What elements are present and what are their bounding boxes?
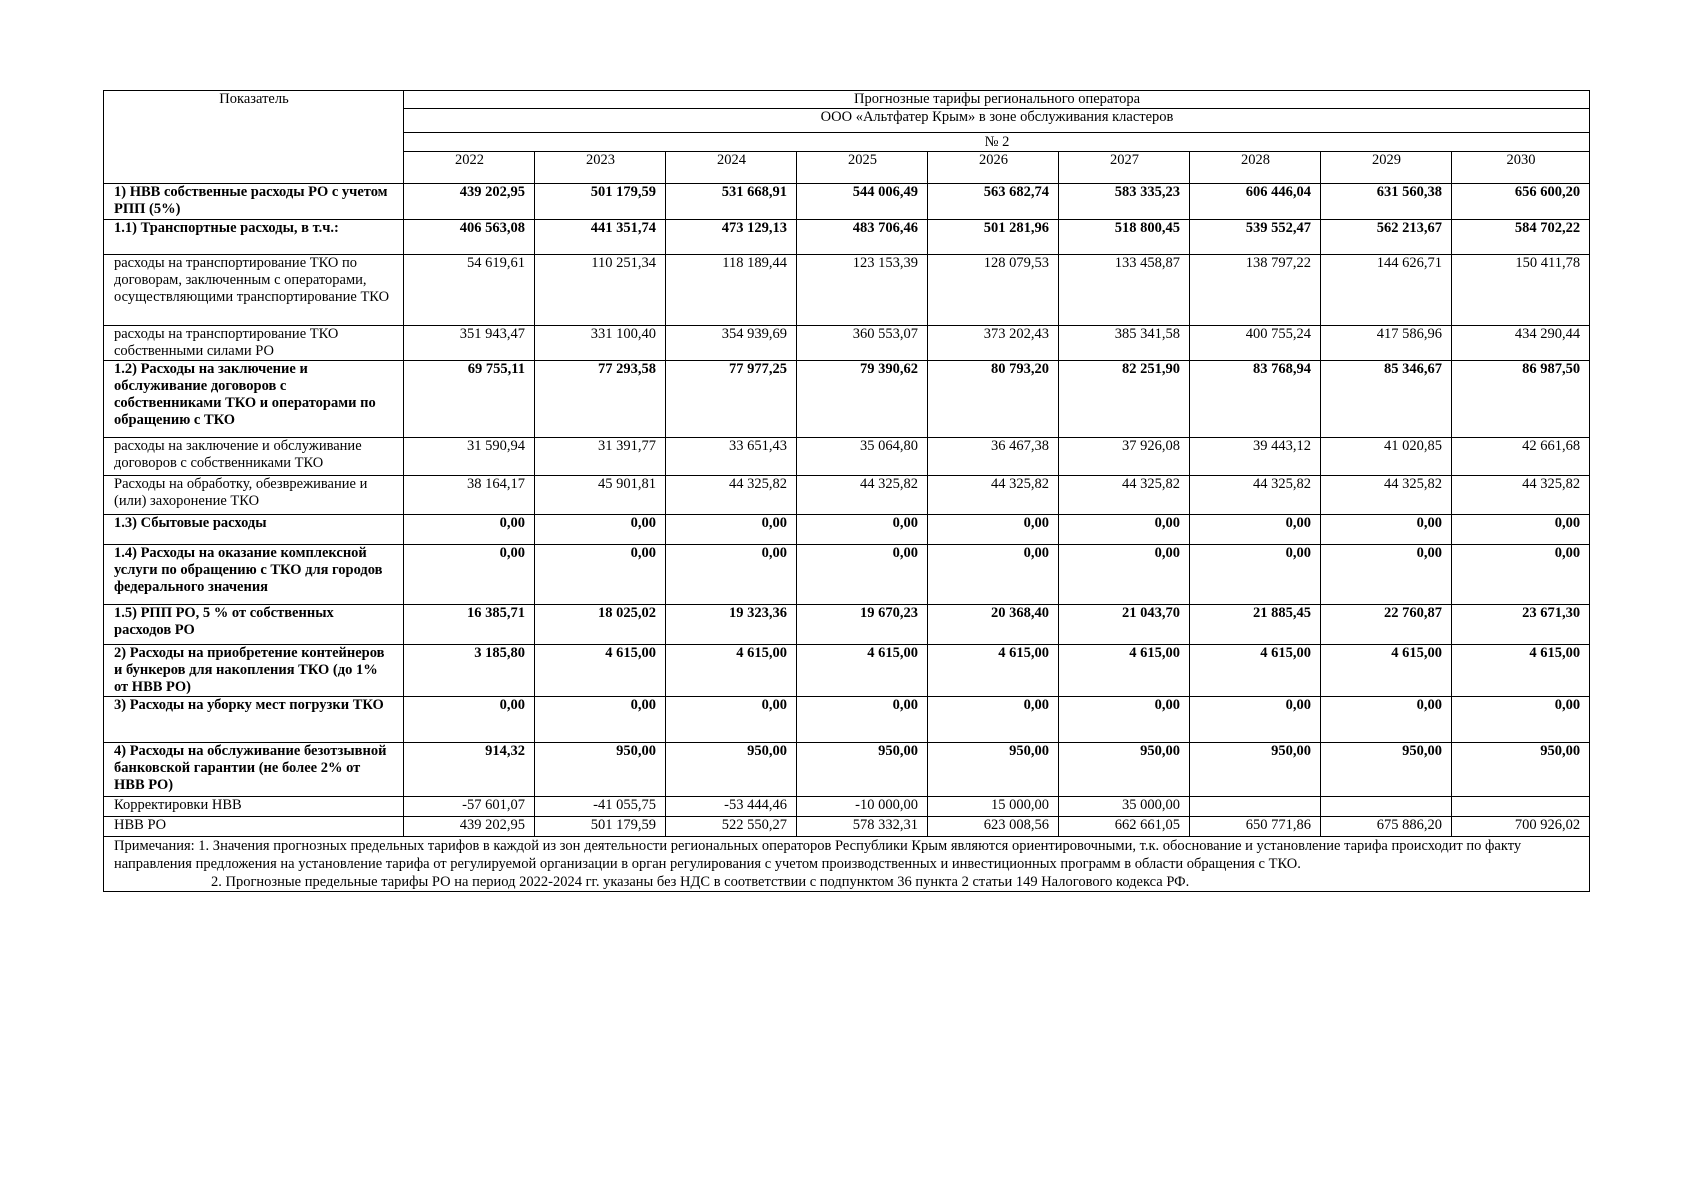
table-row (104, 361, 1590, 438)
value-cell (1190, 797, 1321, 817)
value-cell: 501 179,59 (535, 817, 666, 837)
value-cell: 439 202,95 (404, 184, 535, 220)
value-cell: 439 202,95 (404, 817, 535, 837)
value-cell: 44 325,82 (1321, 476, 1452, 515)
value-cell: 656 600,20 (1452, 184, 1590, 220)
value-cell: 950,00 (1452, 743, 1590, 797)
table-row (104, 797, 1590, 817)
value-cell: 562 213,67 (1321, 220, 1452, 255)
value-cell: 21 885,45 (1190, 605, 1321, 645)
year-header-cell: 2030 (1452, 152, 1590, 184)
value-cell: 0,00 (535, 697, 666, 743)
value-cell: 4 615,00 (1190, 645, 1321, 697)
value-cell: 950,00 (1059, 743, 1190, 797)
value-cell: 0,00 (666, 697, 797, 743)
year-header-cell: 2022 (404, 152, 535, 184)
year-header-cell: 2025 (797, 152, 928, 184)
value-cell: 128 079,53 (928, 255, 1059, 326)
value-cell: 0,00 (404, 545, 535, 605)
value-cell: 4 615,00 (1059, 645, 1190, 697)
value-cell: 584 702,22 (1452, 220, 1590, 255)
value-cell: 0,00 (1059, 545, 1190, 605)
value-cell: 44 325,82 (666, 476, 797, 515)
value-cell: 0,00 (666, 545, 797, 605)
row-label: 1.2) Расходы на заключение и обслуживание договоров с собственниками ТКО и операторами по обращению с ТКО (104, 361, 404, 438)
table-row (104, 326, 1590, 361)
value-cell: 38 164,17 (404, 476, 535, 515)
value-cell: 35 064,80 (797, 438, 928, 476)
value-cell: 31 590,94 (404, 438, 535, 476)
value-cell: -10 000,00 (797, 797, 928, 817)
tariff-table (103, 90, 1590, 892)
value-cell: 0,00 (928, 697, 1059, 743)
value-cell: 406 563,08 (404, 220, 535, 255)
value-cell: 0,00 (1452, 515, 1590, 545)
value-cell: 675 886,20 (1321, 817, 1452, 837)
value-cell: 518 800,45 (1059, 220, 1190, 255)
value-cell: 4 615,00 (928, 645, 1059, 697)
value-cell: 950,00 (1321, 743, 1452, 797)
year-header-cell: 2027 (1059, 152, 1190, 184)
row-label: 4) Расходы на обслуживание безотзывной банковской гарантии (не более 2% от НВВ РО) (104, 743, 404, 797)
value-cell (1321, 797, 1452, 817)
value-cell: 54 619,61 (404, 255, 535, 326)
row-label: расходы на транспортирование ТКО собственными силами РО (104, 326, 404, 361)
year-header-cell: 2023 (535, 152, 666, 184)
table-row (104, 476, 1590, 515)
value-cell: 69 755,11 (404, 361, 535, 438)
value-cell: 631 560,38 (1321, 184, 1452, 220)
value-cell: 23 671,30 (1452, 605, 1590, 645)
value-cell: 950,00 (928, 743, 1059, 797)
value-cell: 16 385,71 (404, 605, 535, 645)
value-cell: 950,00 (1190, 743, 1321, 797)
value-cell (1452, 797, 1590, 817)
value-cell: 44 325,82 (928, 476, 1059, 515)
value-cell: 150 411,78 (1452, 255, 1590, 326)
value-cell: 21 043,70 (1059, 605, 1190, 645)
value-cell: 400 755,24 (1190, 326, 1321, 361)
value-cell: 434 290,44 (1452, 326, 1590, 361)
value-cell: 0,00 (1452, 545, 1590, 605)
table-header (104, 91, 1590, 184)
table-row (104, 220, 1590, 255)
row-label: НВВ РО (104, 817, 404, 837)
value-cell: 0,00 (666, 515, 797, 545)
row-label: 1.5) РПП РО, 5 % от собственных расходов РО (104, 605, 404, 645)
value-cell: 531 668,91 (666, 184, 797, 220)
value-cell: 133 458,87 (1059, 255, 1190, 326)
value-cell: 110 251,34 (535, 255, 666, 326)
value-cell: 0,00 (404, 697, 535, 743)
value-cell: 0,00 (404, 515, 535, 545)
row-label: расходы на транспортирование ТКО по договорам, заключенным с операторами, осуществляющими транспортирование ТКО (104, 255, 404, 326)
value-cell: 0,00 (1452, 697, 1590, 743)
value-cell: -57 601,07 (404, 797, 535, 817)
value-cell: 15 000,00 (928, 797, 1059, 817)
value-cell: 0,00 (535, 515, 666, 545)
value-cell: 950,00 (535, 743, 666, 797)
row-label: 2) Расходы на приобретение контейнеров и бункеров для накопления ТКО (до 1% от НВВ РО) (104, 645, 404, 697)
value-cell: 0,00 (1190, 545, 1321, 605)
value-cell: 3 185,80 (404, 645, 535, 697)
value-cell: 44 325,82 (797, 476, 928, 515)
value-cell: 82 251,90 (1059, 361, 1190, 438)
value-cell: 0,00 (1190, 515, 1321, 545)
row-label: 1.1) Транспортные расходы, в т.ч.: (104, 220, 404, 255)
value-cell: 4 615,00 (1452, 645, 1590, 697)
value-cell: 85 346,67 (1321, 361, 1452, 438)
value-cell: 0,00 (928, 545, 1059, 605)
value-cell: 35 000,00 (1059, 797, 1190, 817)
value-cell: 37 926,08 (1059, 438, 1190, 476)
table-row (104, 545, 1590, 605)
title-line-3: № 2 (404, 133, 1590, 152)
value-cell: 501 179,59 (535, 184, 666, 220)
year-header-cell: 2028 (1190, 152, 1321, 184)
table-row (104, 743, 1590, 797)
value-cell: 45 901,81 (535, 476, 666, 515)
note-1: Примечания: 1. Значения прогнозных предельных тарифов в каждой из зон деятельности региональных операторов Республики Крым являются ориентировочными, т.к. обоснование и установление тарифа происходит по факту направления предложения на установление тарифа от регулируемой организации в орган регулирования с учетом производственных и инвестиционных программ в области обращения с ТКО. (114, 838, 1522, 872)
value-cell: 417 586,96 (1321, 326, 1452, 361)
value-cell: 33 651,43 (666, 438, 797, 476)
row-label: 3) Расходы на уборку мест погрузки ТКО (104, 697, 404, 743)
value-cell: 544 006,49 (797, 184, 928, 220)
value-cell: 36 467,38 (928, 438, 1059, 476)
value-cell: 950,00 (797, 743, 928, 797)
value-cell: 373 202,43 (928, 326, 1059, 361)
table-body (104, 184, 1590, 837)
table-row (104, 817, 1590, 837)
value-cell: 441 351,74 (535, 220, 666, 255)
value-cell: 0,00 (1321, 515, 1452, 545)
row-label: Расходы на обработку, обезвреживание и (или) захоронение ТКО (104, 476, 404, 515)
value-cell: -41 055,75 (535, 797, 666, 817)
value-cell: 0,00 (928, 515, 1059, 545)
value-cell: 20 368,40 (928, 605, 1059, 645)
table-row (104, 605, 1590, 645)
value-cell: 563 682,74 (928, 184, 1059, 220)
value-cell: 22 760,87 (1321, 605, 1452, 645)
value-cell: 41 020,85 (1321, 438, 1452, 476)
value-cell: 83 768,94 (1190, 361, 1321, 438)
year-header-cell: 2024 (666, 152, 797, 184)
row-label: расходы на заключение и обслуживание договоров с собственниками ТКО (104, 438, 404, 476)
value-cell: 914,32 (404, 743, 535, 797)
table-row (104, 184, 1590, 220)
value-cell: 44 325,82 (1059, 476, 1190, 515)
title-line-2: ООО «Альтфатер Крым» в зоне обслуживания кластеров (404, 109, 1590, 133)
value-cell: 77 977,25 (666, 361, 797, 438)
value-cell: 0,00 (1190, 697, 1321, 743)
value-cell: 522 550,27 (666, 817, 797, 837)
value-cell: 123 153,39 (797, 255, 928, 326)
value-cell: 700 926,02 (1452, 817, 1590, 837)
value-cell: 583 335,23 (1059, 184, 1190, 220)
value-cell: 4 615,00 (1321, 645, 1452, 697)
note-2: 2. Прогнозные предельные тарифы РО на период 2022-2024 гг. указаны без НДС в соответствии с подпунктом 36 пункта 2 статьи 149 Налогового кодекса РФ. (211, 874, 1190, 890)
value-cell: 473 129,13 (666, 220, 797, 255)
value-cell: 483 706,46 (797, 220, 928, 255)
value-cell: 144 626,71 (1321, 255, 1452, 326)
value-cell: 77 293,58 (535, 361, 666, 438)
value-cell: 662 661,05 (1059, 817, 1190, 837)
value-cell: 4 615,00 (797, 645, 928, 697)
value-cell: 501 281,96 (928, 220, 1059, 255)
value-cell: 539 552,47 (1190, 220, 1321, 255)
document-page (103, 90, 1589, 892)
row-label: 1.3) Сбытовые расходы (104, 515, 404, 545)
value-cell: 79 390,62 (797, 361, 928, 438)
value-cell: 360 553,07 (797, 326, 928, 361)
value-cell: 385 341,58 (1059, 326, 1190, 361)
value-cell: -53 444,46 (666, 797, 797, 817)
year-header-cell: 2026 (928, 152, 1059, 184)
value-cell: 0,00 (1321, 545, 1452, 605)
value-cell: 19 323,36 (666, 605, 797, 645)
notes-cell (104, 837, 1590, 892)
notes-row (104, 837, 1590, 892)
value-cell: 623 008,56 (928, 817, 1059, 837)
value-cell: 0,00 (1059, 515, 1190, 545)
value-cell: 138 797,22 (1190, 255, 1321, 326)
value-cell: 650 771,86 (1190, 817, 1321, 837)
title-line-1: Прогнозные тарифы регионального оператора (404, 91, 1590, 109)
value-cell: 351 943,47 (404, 326, 535, 361)
indicator-header: Показатель (104, 91, 404, 184)
table-row (104, 697, 1590, 743)
value-cell: 578 332,31 (797, 817, 928, 837)
value-cell: 331 100,40 (535, 326, 666, 361)
value-cell: 0,00 (797, 545, 928, 605)
value-cell: 19 670,23 (797, 605, 928, 645)
value-cell: 4 615,00 (535, 645, 666, 697)
value-cell: 0,00 (1321, 697, 1452, 743)
year-header-cell: 2029 (1321, 152, 1452, 184)
row-label: 1.4) Расходы на оказание комплексной услуги по обращению с ТКО для городов федерального значения (104, 545, 404, 605)
table-row (104, 515, 1590, 545)
value-cell: 31 391,77 (535, 438, 666, 476)
value-cell: 0,00 (1059, 697, 1190, 743)
row-label: 1) НВВ собственные расходы РО с учетом РПП (5%) (104, 184, 404, 220)
value-cell: 18 025,02 (535, 605, 666, 645)
value-cell: 606 446,04 (1190, 184, 1321, 220)
row-label: Корректировки НВВ (104, 797, 404, 817)
value-cell: 354 939,69 (666, 326, 797, 361)
value-cell: 44 325,82 (1452, 476, 1590, 515)
table-row (104, 255, 1590, 326)
value-cell: 118 189,44 (666, 255, 797, 326)
value-cell: 0,00 (535, 545, 666, 605)
value-cell: 950,00 (666, 743, 797, 797)
value-cell: 86 987,50 (1452, 361, 1590, 438)
value-cell: 80 793,20 (928, 361, 1059, 438)
table-row (104, 438, 1590, 476)
value-cell: 44 325,82 (1190, 476, 1321, 515)
value-cell: 4 615,00 (666, 645, 797, 697)
table-row (104, 645, 1590, 697)
value-cell: 0,00 (797, 697, 928, 743)
value-cell: 0,00 (797, 515, 928, 545)
value-cell: 39 443,12 (1190, 438, 1321, 476)
value-cell: 42 661,68 (1452, 438, 1590, 476)
